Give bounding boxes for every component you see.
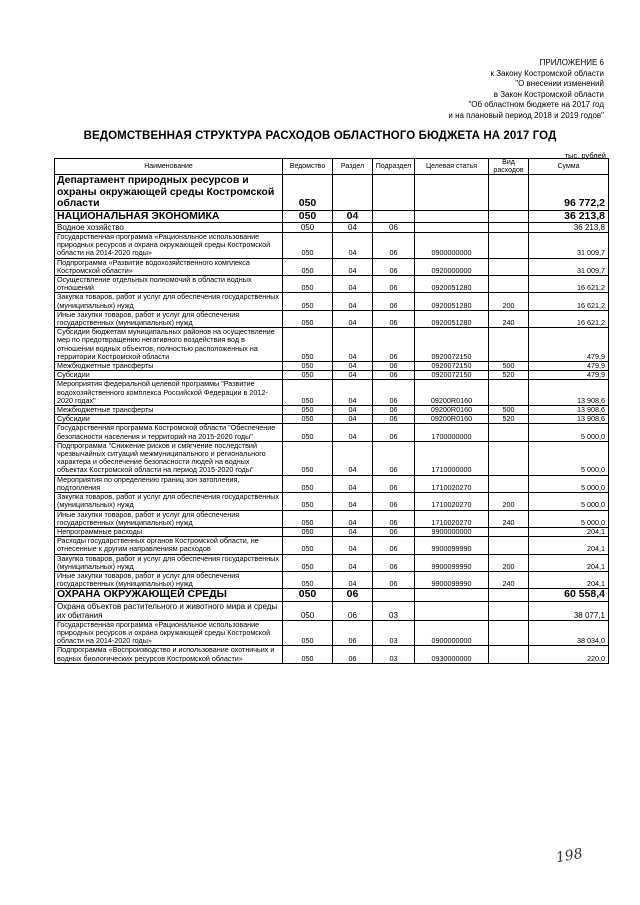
cell-section: 04: [333, 233, 373, 259]
cell-section: [333, 175, 373, 211]
cell-target: 1710000000: [415, 441, 489, 475]
cell-target: 1700000000: [415, 424, 489, 441]
cell-name: Иные закупки товаров, работ и услуг для обеспечения государственных (муниципальных) нужд: [55, 510, 283, 527]
table-row: [55, 276, 609, 293]
cell-dept: 050: [283, 424, 333, 441]
appendix-line: и на плановый период 2018 и 2019 годов": [448, 110, 604, 120]
cell-dept: 050: [283, 233, 333, 259]
cell-target: 9900099990: [415, 537, 489, 554]
appendix-line: "Об областном бюджете на 2017 год: [468, 100, 604, 109]
cell-target: 0920072150: [415, 371, 489, 380]
cell-subsection: 06: [373, 527, 415, 536]
cell-exptype: [489, 475, 529, 492]
cell-target: [415, 589, 489, 602]
table-row: [55, 258, 609, 275]
cell-name: Водное хозяйство: [55, 223, 283, 233]
appendix-line: к Закону Костромской области: [490, 68, 604, 78]
cell-target: 0920000000: [415, 258, 489, 275]
appendix-note: [448, 58, 604, 121]
cell-name: Мероприятия федеральной целевой программы "Развитие водохозяйственного комплекса Российской Федерации в 2012-2020 годах": [55, 380, 283, 406]
cell-dept: 050: [283, 510, 333, 527]
header-section: Раздел: [333, 159, 373, 175]
cell-name: Подпрограмма "Снижение рисков и смягчение последствий чрезвычайных ситуаций межмуниципального и регионального характера и обеспечение безопасности людей на водных объектах Костромской области на период 2015-2020 годы": [55, 441, 283, 475]
cell-section: 04: [333, 571, 373, 588]
cell-subsection: 06: [373, 362, 415, 371]
appendix-line: "О внесении изменений: [515, 79, 604, 88]
cell-subsection: 06: [373, 571, 415, 588]
cell-subsection: 06: [373, 233, 415, 259]
cell-dept: 050: [283, 415, 333, 424]
cell-section: 04: [333, 537, 373, 554]
header-dept: Ведомство: [283, 159, 333, 175]
cell-target: 9900000000: [415, 527, 489, 536]
cell-name: Субсидии: [55, 415, 283, 424]
cell-dept: 050: [283, 601, 333, 620]
cell-name: Государственная программа «Рациональное использование природных ресурсов и охрана окружающей среды Костромской области на 2014-2020 годы»: [55, 620, 283, 646]
cell-exptype: [489, 258, 529, 275]
page-number: 198: [554, 845, 584, 867]
cell-target: 09200R0160: [415, 415, 489, 424]
cell-name: Расходы государственных органов Костромской области, не отнесенные к другим направлениям расходов: [55, 537, 283, 554]
cell-exptype: [489, 620, 529, 646]
cell-subsection: [373, 210, 415, 223]
document-title: ВЕДОМСТВЕННАЯ СТРУКТУРА РАСХОДОВ ОБЛАСТНОГО БЮДЖЕТА НА 2017 ГОД: [83, 130, 557, 142]
cell-subsection: 03: [373, 601, 415, 620]
cell-dept: 050: [283, 620, 333, 646]
cell-sum: 13 908,6: [529, 380, 609, 406]
cell-target: [415, 601, 489, 620]
table-row: [55, 380, 609, 406]
table-row: [55, 328, 609, 362]
cell-sum: 16 621,2: [529, 310, 609, 327]
cell-exptype: [489, 223, 529, 233]
cell-sum: 479,9: [529, 371, 609, 380]
cell-exptype: 200: [489, 493, 529, 510]
cell-exptype: 240: [489, 571, 529, 588]
cell-dept: 050: [283, 406, 333, 415]
cell-subsection: 06: [373, 475, 415, 492]
cell-exptype: [489, 589, 529, 602]
cell-target: 1710020270: [415, 510, 489, 527]
cell-section: 04: [333, 554, 373, 571]
cell-name: ОХРАНА ОКРУЖАЮЩЕЙ СРЕДЫ: [55, 589, 283, 602]
cell-name: Подпрограмма «Воспроизводство и использование охотничьих и водных биологических ресурсов Костромской области»: [55, 646, 283, 663]
cell-sum: 96 772,2: [529, 175, 609, 211]
cell-exptype: 500: [489, 406, 529, 415]
cell-subsection: 06: [373, 371, 415, 380]
cell-name: НАЦИОНАЛЬНАЯ ЭКОНОМИКА: [55, 210, 283, 223]
cell-exptype: [489, 210, 529, 223]
cell-section: 06: [333, 646, 373, 663]
cell-subsection: [373, 175, 415, 211]
cell-target: [415, 210, 489, 223]
table-row: [55, 589, 609, 602]
cell-target: 0920051280: [415, 310, 489, 327]
table-row: [55, 554, 609, 571]
cell-name: Закупка товаров, работ и услуг для обеспечения государственных (муниципальных) нужд: [55, 493, 283, 510]
budget-table: [54, 158, 609, 664]
cell-target: 0930000000: [415, 646, 489, 663]
cell-subsection: 06: [373, 293, 415, 310]
table-row: [55, 571, 609, 588]
cell-exptype: [489, 424, 529, 441]
cell-subsection: 06: [373, 380, 415, 406]
cell-dept: 050: [283, 328, 333, 362]
cell-name: Мероприятия по определению границ зон затопления, подтопления: [55, 475, 283, 492]
cell-name: Межбюджетные трансферты: [55, 406, 283, 415]
header-target: Целевая статья: [415, 159, 489, 175]
cell-exptype: 520: [489, 415, 529, 424]
cell-name: Непрограммные расходы: [55, 527, 283, 536]
appendix-line: ПРИЛОЖЕНИЕ 6: [539, 58, 604, 67]
cell-sum: 16 621,2: [529, 276, 609, 293]
cell-sum: 204,1: [529, 554, 609, 571]
cell-sum: 204,1: [529, 537, 609, 554]
cell-exptype: 240: [489, 510, 529, 527]
cell-subsection: [373, 589, 415, 602]
cell-sum: 36 213,8: [529, 223, 609, 233]
cell-dept: 050: [283, 646, 333, 663]
cell-section: 06: [333, 620, 373, 646]
cell-target: [415, 175, 489, 211]
table-row: [55, 537, 609, 554]
cell-section: 04: [333, 362, 373, 371]
cell-subsection: 06: [373, 223, 415, 233]
cell-name: Подпрограмма «Развитие водохозяйственного комплекса Костромской области»: [55, 258, 283, 275]
cell-exptype: 500: [489, 362, 529, 371]
cell-exptype: [489, 527, 529, 536]
cell-dept: 050: [283, 371, 333, 380]
cell-subsection: 06: [373, 510, 415, 527]
cell-dept: 050: [283, 527, 333, 536]
cell-exptype: [489, 175, 529, 211]
cell-dept: 050: [283, 362, 333, 371]
appendix-line: в Закон Костромской области: [493, 89, 604, 99]
cell-exptype: [489, 380, 529, 406]
table-header-row: [55, 159, 609, 175]
cell-section: 04: [333, 527, 373, 536]
table-row: [55, 406, 609, 415]
cell-subsection: 06: [373, 406, 415, 415]
cell-section: 04: [333, 276, 373, 293]
cell-sum: 479,9: [529, 328, 609, 362]
cell-subsection: 06: [373, 415, 415, 424]
cell-dept: 050: [283, 175, 333, 211]
cell-dept: 050: [283, 537, 333, 554]
cell-subsection: 03: [373, 646, 415, 663]
cell-section: 04: [333, 328, 373, 362]
cell-dept: 050: [283, 210, 333, 223]
cell-exptype: 200: [489, 554, 529, 571]
cell-section: 04: [333, 258, 373, 275]
header-subsection: Подраздел: [373, 159, 415, 175]
cell-section: 04: [333, 475, 373, 492]
cell-sum: 60 558,4: [529, 589, 609, 602]
cell-exptype: [489, 276, 529, 293]
cell-sum: 5 000,0: [529, 493, 609, 510]
table-row: [55, 310, 609, 327]
cell-dept: 050: [283, 258, 333, 275]
cell-subsection: 06: [373, 441, 415, 475]
cell-subsection: 06: [373, 310, 415, 327]
cell-subsection: 06: [373, 537, 415, 554]
cell-exptype: [489, 646, 529, 663]
cell-exptype: 200: [489, 293, 529, 310]
cell-subsection: 06: [373, 424, 415, 441]
cell-subsection: 06: [373, 258, 415, 275]
table-row: [55, 646, 609, 663]
cell-sum: 16 621,2: [529, 293, 609, 310]
cell-sum: 5 000,0: [529, 510, 609, 527]
cell-exptype: [489, 441, 529, 475]
cell-sum: 13 908,6: [529, 415, 609, 424]
cell-section: 06: [333, 601, 373, 620]
cell-subsection: 06: [373, 493, 415, 510]
cell-section: 04: [333, 371, 373, 380]
cell-exptype: [489, 233, 529, 259]
cell-sum: 220,0: [529, 646, 609, 663]
cell-sum: 204,1: [529, 527, 609, 536]
cell-name: Государственная программа Костромской области "Обеспечение безопасности населения и территорий на 2015-2020 годы": [55, 424, 283, 441]
cell-section: 04: [333, 415, 373, 424]
table-row: [55, 441, 609, 475]
cell-sum: 36 213,8: [529, 210, 609, 223]
cell-sum: 31 009,7: [529, 233, 609, 259]
table-row: [55, 223, 609, 233]
cell-sum: 5 000,0: [529, 424, 609, 441]
cell-subsection: 06: [373, 276, 415, 293]
cell-section: 04: [333, 406, 373, 415]
header-name: Наименование: [55, 159, 283, 175]
table-row: [55, 510, 609, 527]
cell-sum: 38 034,0: [529, 620, 609, 646]
cell-exptype: [489, 328, 529, 362]
cell-sum: 5 000,0: [529, 441, 609, 475]
cell-name: Субсидии бюджетам муниципальных районов на осуществление мер по предотвращению негативного воздействия вод в отношении водных объектов, полностью расположенных на территории Костромской области: [55, 328, 283, 362]
cell-name: Департамент природных ресурсов и охраны окружающей среды Костромской области: [55, 175, 283, 211]
cell-section: 04: [333, 441, 373, 475]
cell-sum: 479,9: [529, 362, 609, 371]
cell-target: 9900099990: [415, 554, 489, 571]
cell-dept: 050: [283, 223, 333, 233]
header-exptype: Вид расходов: [489, 159, 529, 175]
cell-section: 04: [333, 380, 373, 406]
table-row: [55, 210, 609, 223]
cell-target: [415, 223, 489, 233]
table-row: [55, 601, 609, 620]
cell-target: 9900099990: [415, 571, 489, 588]
cell-sum: 5 000,0: [529, 475, 609, 492]
cell-section: 06: [333, 589, 373, 602]
cell-target: 1710020270: [415, 493, 489, 510]
table-row: [55, 175, 609, 211]
cell-name: Закупка товаров, работ и услуг для обеспечения государственных (муниципальных) нужд: [55, 293, 283, 310]
cell-exptype: [489, 537, 529, 554]
cell-section: 04: [333, 424, 373, 441]
cell-section: 04: [333, 310, 373, 327]
cell-name: Иные закупки товаров, работ и услуг для обеспечения государственных (муниципальных) нужд: [55, 571, 283, 588]
cell-name: Межбюджетные трансферты: [55, 362, 283, 371]
cell-target: 0900000000: [415, 620, 489, 646]
cell-exptype: 520: [489, 371, 529, 380]
cell-target: 0920051280: [415, 293, 489, 310]
cell-dept: 050: [283, 571, 333, 588]
cell-section: 04: [333, 493, 373, 510]
cell-section: 04: [333, 510, 373, 527]
table-row: [55, 362, 609, 371]
cell-sum: 31 009,7: [529, 258, 609, 275]
table-row: [55, 475, 609, 492]
cell-target: 1710020270: [415, 475, 489, 492]
cell-section: 04: [333, 293, 373, 310]
cell-dept: 050: [283, 380, 333, 406]
units-label: тыс. рублей: [564, 151, 606, 160]
cell-dept: 050: [283, 293, 333, 310]
cell-target: 0900000000: [415, 233, 489, 259]
cell-target: 0920051280: [415, 276, 489, 293]
cell-subsection: 06: [373, 328, 415, 362]
cell-target: 0920072150: [415, 328, 489, 362]
cell-sum: 38 077,1: [529, 601, 609, 620]
cell-name: Закупка товаров, работ и услуг для обеспечения государственных (муниципальных) нужд: [55, 554, 283, 571]
table-row: [55, 293, 609, 310]
cell-target: 0920072150: [415, 362, 489, 371]
cell-name: Охрана объектов растительного и животного мира и среды их обитания: [55, 601, 283, 620]
table-row: [55, 233, 609, 259]
table-row: [55, 424, 609, 441]
cell-name: Субсидии: [55, 371, 283, 380]
cell-section: 04: [333, 223, 373, 233]
cell-target: 09200R0160: [415, 380, 489, 406]
header-sum: Сумма: [529, 159, 609, 175]
cell-dept: 050: [283, 310, 333, 327]
table-row: [55, 493, 609, 510]
cell-section: 04: [333, 210, 373, 223]
cell-exptype: 240: [489, 310, 529, 327]
cell-dept: 050: [283, 441, 333, 475]
cell-subsection: 03: [373, 620, 415, 646]
cell-name: Государственная программа «Рациональное использование природных ресурсов и охрана окружающей среды Костромской области на 2014-2020 годы»: [55, 233, 283, 259]
table-row: [55, 620, 609, 646]
cell-dept: 050: [283, 589, 333, 602]
cell-dept: 050: [283, 554, 333, 571]
cell-name: Осуществление отдельных полномочий в области водных отношений: [55, 276, 283, 293]
cell-sum: 204,1: [529, 571, 609, 588]
cell-target: 09200R0160: [415, 406, 489, 415]
cell-subsection: 06: [373, 554, 415, 571]
cell-dept: 050: [283, 493, 333, 510]
cell-sum: 13 908,6: [529, 406, 609, 415]
cell-dept: 050: [283, 276, 333, 293]
cell-exptype: [489, 601, 529, 620]
cell-dept: 050: [283, 475, 333, 492]
cell-name: Иные закупки товаров, работ и услуг для обеспечения государственных (муниципальных) нужд: [55, 310, 283, 327]
